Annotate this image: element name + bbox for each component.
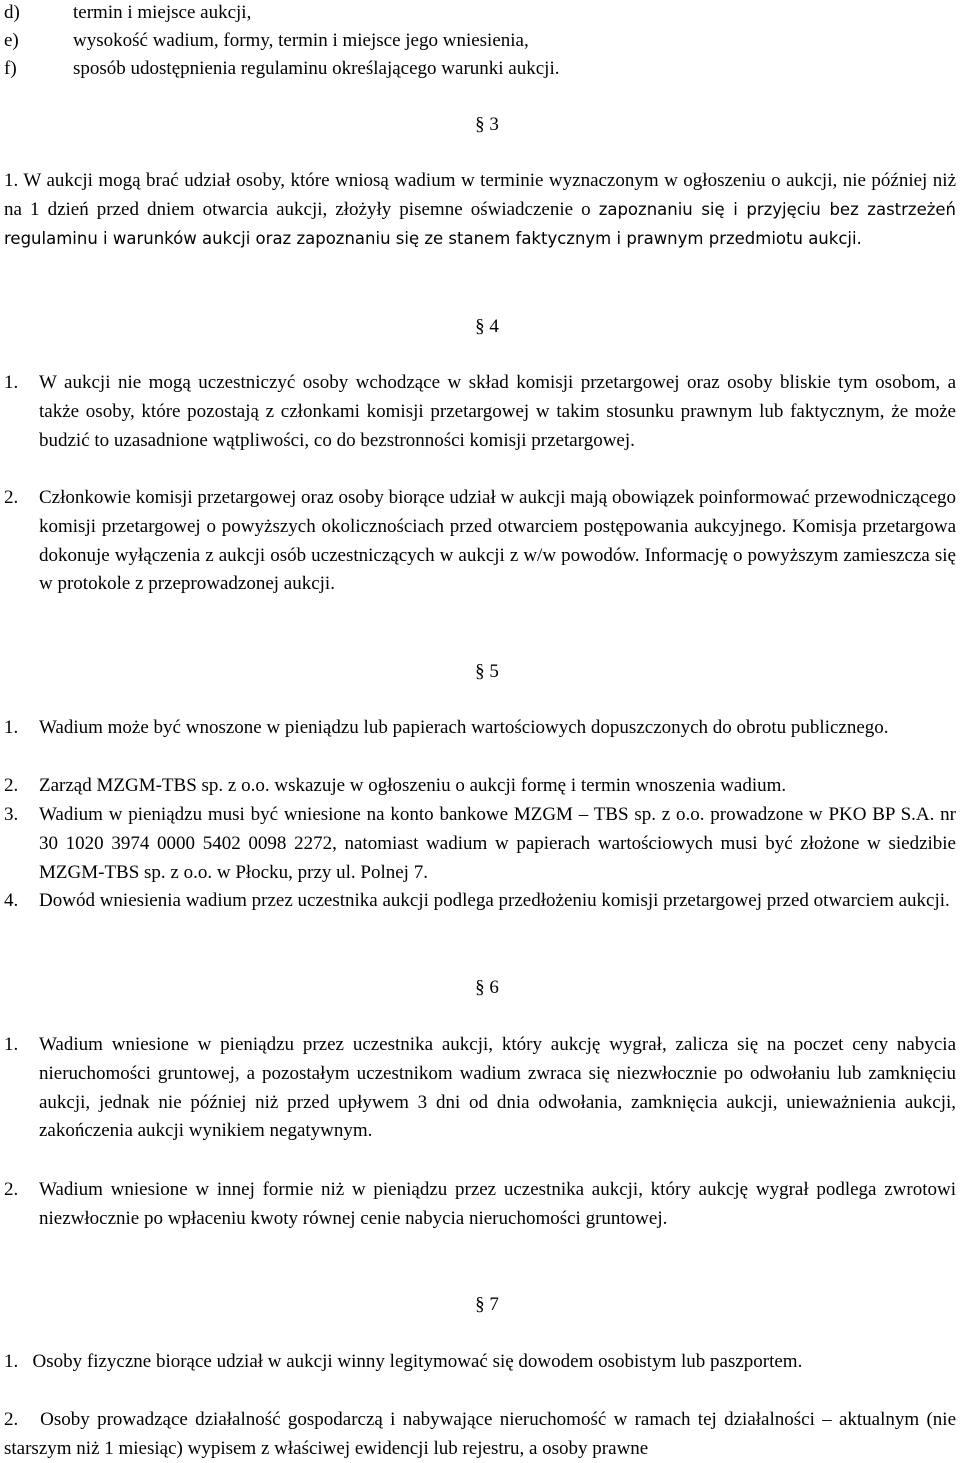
list-item [4,55,559,84]
section-6-paragraph-2 [4,1176,956,1234]
list-marker: e) [4,30,19,51]
section-5-paragraph-1 [4,714,956,743]
paragraph-number: 4. [4,890,19,911]
paragraph-number: 2. [4,775,19,796]
section-5-paragraph-4 [4,887,956,916]
section-heading-4: § 4 [475,316,499,337]
paragraph-number: 2. [4,1179,19,1200]
paragraph-text: Osoby fizyczne biorące udział w aukcji winny legitymować się dowodem osobistym lub paszportem. [32,1351,803,1372]
list-text: wysokość wadium, formy, termin i miejsce jego wniesienia, [73,30,529,51]
list-item [4,27,529,56]
section-5-paragraph-3 [4,801,956,887]
paragraph-text: Dowód wniesienia wadium przez uczestnika aukcji podlega przedłożeniu komisji przetargowej przed otwarciem aukcji. [39,890,950,911]
paragraph-number: 1. [4,372,19,393]
section-4-paragraph-1 [4,369,956,455]
paragraph-number: 1. [4,717,19,738]
list-marker: f) [4,58,17,79]
paragraph-text: Osoby prowadzące działalność gospodarczą i nabywające nieruchomość w ramach tej działalności – aktualnym (nie starszym niż 1 miesiąc) wypisem z właściwej ewidencji lub rejestru, a osoby prawne [4,1409,957,1459]
paragraph-text: W aukcji nie mogą uczestniczyć osoby wchodzące w skład komisji przetargowej oraz osoby bliskie tym osobom, a także osoby, które pozostają z członkami komisji przetargowej w takim stosunku prawnym lub faktycznym, że może budzić to uzasadnione wątpliwości, co do bezstronności komisji przetargowej. [39,372,956,451]
section-3-paragraph-1 [4,167,956,253]
section-heading-7: § 7 [475,1294,499,1315]
section-heading-5: § 5 [475,661,499,682]
section-6-paragraph-1 [4,1031,956,1146]
list-text: sposób udostępnienia regulaminu określającego warunki aukcji. [73,58,560,79]
list-text: termin i miejsce aukcji, [73,2,252,23]
paragraph-number: 1. [4,1351,19,1372]
paragraph-text: Zarząd MZGM-TBS sp. z o.o. wskazuje w ogłoszeniu o aukcji formę i termin wnoszenia wadium. [39,775,787,796]
paragraph-text-continued: zapoznaniu się i przyjęciu bez zastrzeżeń regulaminu i warunków aukcji oraz zapoznaniu się ze stanem faktycznym i prawnym przedmiotu aukcji. [4,199,957,248]
paragraph-text: Wadium wniesione w innej formie niż w pieniądzu przez uczestnika aukcji, który aukcję wygrał podlega zwrotowi niezwłocznie po wpłaceniu kwoty równej cenie nabycia nieruchomości gruntowej. [39,1179,956,1229]
list-marker: d) [4,2,20,23]
section-heading-3: § 3 [475,114,499,135]
list-item [4,0,251,28]
paragraph-text: Wadium może być wnoszone w pieniądzu lub papierach wartościowych dopuszczonych do obrotu publicznego. [39,717,889,738]
section-7-paragraph-2 [4,1406,956,1463]
section-7-paragraph-1 [4,1348,956,1377]
section-5-paragraph-2 [4,772,956,801]
paragraph-text: W aukcji mogą brać udział osoby, które wniosą wadium w terminie wyznaczonym w ogłoszeniu o aukcji, nie później niż na 1 dzień przed dniem otwarcia aukcji, złożyły pisemne oświadczenie o [4,170,956,220]
paragraph-number: 2. [4,487,19,508]
paragraph-number: 3. [4,804,19,825]
paragraph-text: Członkowie komisji przetargowej oraz osoby biorące udział w aukcji mają obowiązek poinformować przewodniczącego komisji przetargowej o powyższych okolicznościach przed otwarciem postępowania aukcyjnego. Komisja przetargowa dokonuje wyłączenia z aukcji osób uczestniczących w aukcji z w/w powodów. Informację o powyższym zamieszcza się w protokole z przeprowadzonej aukcji. [39,487,956,595]
section-heading-6: § 6 [475,977,499,998]
paragraph-text: Wadium wniesione w pieniądzu przez uczestnika aukcji, który aukcję wygrał, zalicza się na poczet ceny nabycia nieruchomości gruntowej, a pozostałym uczestnikom wadium zwraca się niezwłocznie po odwołaniu lub zamknięciu aukcji, jednak nie później niż przed upływem 3 dni od dnia odwołania, zamknięcia aukcji, unieważnienia aukcji, zakończenia aukcji wynikiem negatywnym. [39,1034,956,1142]
paragraph-text: Wadium w pieniądzu musi być wniesione na konto bankowe MZGM – TBS sp. z o.o. prowadzone w PKO BP S.A. nr 30 1020 3974 0000 5402 0098 2272, natomiast wadium w papierach wartościowych musi być złożone w siedzibie MZGM-TBS sp. z o.o. w Płocku, przy ul. Polnej 7. [39,804,956,883]
paragraph-number: 1. [4,170,19,191]
section-4-paragraph-2 [4,484,956,599]
paragraph-number: 1. [4,1034,19,1055]
paragraph-number: 2. [4,1409,19,1430]
